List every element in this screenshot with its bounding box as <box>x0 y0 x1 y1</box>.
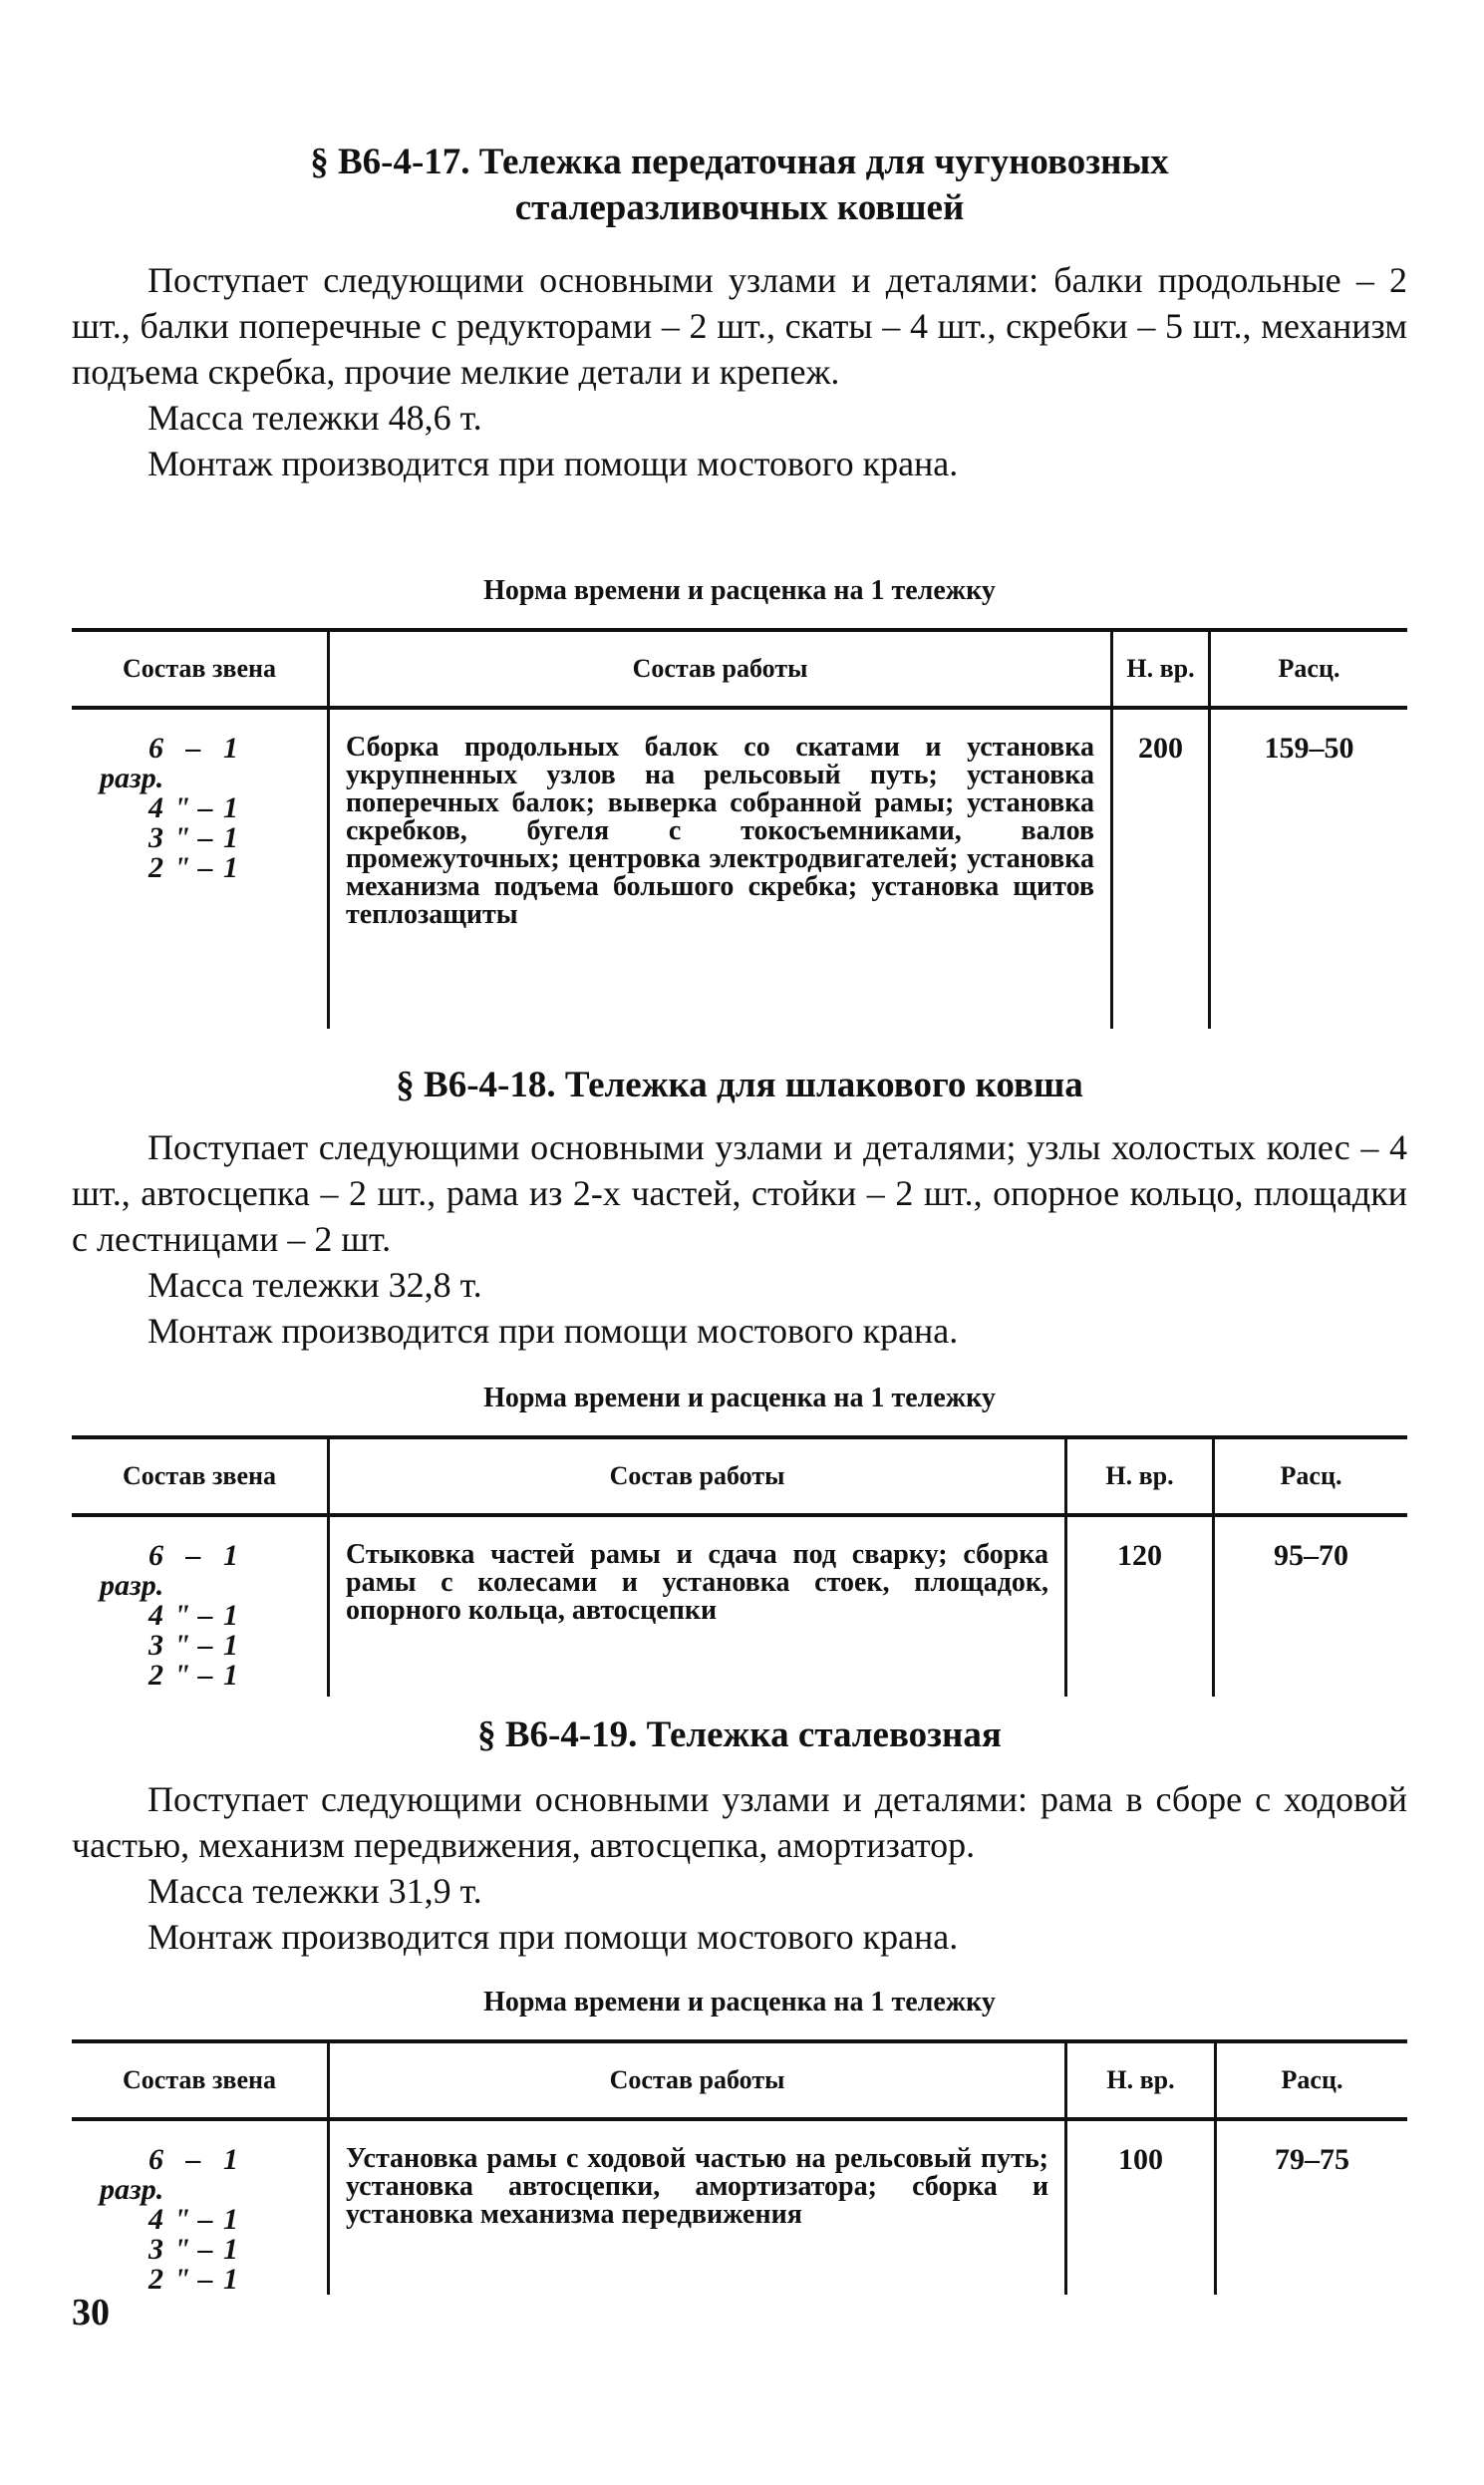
norm-value: 200 <box>1110 710 1208 1029</box>
paragraph-mounting: Монтаж производится при помощи мостового крана. <box>148 444 959 483</box>
header-rate: Расц. <box>1212 1439 1407 1513</box>
crew-line <box>100 2235 327 2265</box>
table-header <box>72 1435 1407 1517</box>
crew-line <box>100 2145 327 2205</box>
header-crew: Состав звена <box>123 1461 276 1490</box>
crew-cell <box>72 710 327 1029</box>
crew-grade: 4 <box>148 2203 163 2236</box>
crew-line <box>100 2205 327 2235</box>
crew-grade: 6 разр. <box>100 732 164 794</box>
section-b6-4-19 <box>72 1712 1407 1758</box>
norm-table-b6-4-19 <box>72 2039 1407 2296</box>
section-b6-4-17-body <box>72 257 1407 486</box>
crew-grade: 3 <box>148 821 163 854</box>
crew-grade: 2 <box>148 1659 163 1692</box>
paragraph-delivery: Поступает следующими основными узлами и деталями: рама в сборе с ходовой частью, механизм передвижения, автосцепка, амортизатор. <box>72 1779 1407 1865</box>
paragraph-mass: Масса тележки 48,6 т. <box>148 398 482 438</box>
table-caption: Норма времени и расценка на 1 тележку <box>483 1987 996 2018</box>
crew-line <box>100 823 327 853</box>
section-title: § В6-4-19. Тележка сталевозная <box>477 1714 1002 1755</box>
header-rate: Расц. <box>1208 632 1407 706</box>
section-title-line1: § В6-4-17. Тележка передаточная для чугуновозных <box>310 142 1169 182</box>
work-description: Стыковка частей рамы и сдача под сварку; сборка рамы с колесами и установка стоек, площадок, опорного кольца, автосцепки <box>327 1517 1064 1697</box>
crew-grade: 3 <box>148 1629 163 1662</box>
paragraph-mass: Масса тележки 31,9 т. <box>148 1871 482 1911</box>
header-work: Состав работы <box>327 1439 1064 1513</box>
header-norm: Н. вр. <box>1064 2043 1214 2117</box>
table-header <box>72 2039 1407 2121</box>
page-number: 30 <box>72 2292 110 2333</box>
crew-count: 1 <box>223 791 238 824</box>
paragraph-delivery: Поступает следующими основными узлами и деталями; узлы холостых колес – 4 шт., автосцепка – 2 шт., рама из 2-х частей, стойки – 2 шт., опорное кольцо, площадки с лестницами – 2 шт. <box>72 1127 1407 1259</box>
crew-line <box>100 793 327 823</box>
crew-line <box>100 853 327 883</box>
crew-line <box>100 1631 327 1661</box>
norm-table-b6-4-17 <box>72 628 1407 1029</box>
crew-dash: – <box>185 732 201 765</box>
table-caption-wrap <box>72 574 1407 608</box>
crew-count: 1 <box>223 1599 238 1632</box>
crew-grade: 6 разр. <box>100 2143 164 2206</box>
crew-count: 1 <box>223 1539 238 1572</box>
work-description: Сборка продольных балок со скатами и установка укрупненных узлов на рельсовый путь; установка поперечных балок; выверка собранной рамы; установка скребков, бугеля с токосъемниками, валов промежуточных; центровка электродвигателей; установка механизма подъема большого скребка; установка щитов теплозащиты <box>327 710 1110 1029</box>
table-row <box>72 1517 1407 1697</box>
crew-grade: 6 разр. <box>100 1539 164 1602</box>
table-header <box>72 628 1407 710</box>
crew-line <box>100 2265 327 2295</box>
paragraph-mounting: Монтаж производится при помощи мостового крана. <box>148 1917 959 1957</box>
header-rate: Расц. <box>1214 2043 1407 2117</box>
rate-value: 159–50 <box>1208 710 1407 1029</box>
crew-grade: 3 <box>148 2233 163 2266</box>
crew-line <box>100 1601 327 1631</box>
section-b6-4-17 <box>72 140 1407 231</box>
table-caption: Норма времени и расценка на 1 тележку <box>483 1383 996 1413</box>
crew-line <box>100 734 327 793</box>
header-norm: Н. вр. <box>1064 1439 1212 1513</box>
crew-grade: 4 <box>148 1599 163 1632</box>
crew-dash: " – <box>173 821 213 854</box>
crew-count: 1 <box>223 2233 238 2266</box>
header-work: Состав работы <box>327 632 1110 706</box>
section-b6-4-19-body <box>72 1776 1407 1960</box>
crew-dash: " – <box>173 851 213 884</box>
crew-dash: " – <box>173 1599 213 1632</box>
table-row <box>72 710 1407 1029</box>
crew-count: 1 <box>223 821 238 854</box>
crew-grade: 4 <box>148 791 163 824</box>
crew-count: 1 <box>223 2263 238 2296</box>
header-work: Состав работы <box>327 2043 1064 2117</box>
crew-dash: " – <box>173 1629 213 1662</box>
paragraph-mounting: Монтаж производится при помощи мостового крана. <box>148 1311 959 1351</box>
paragraph-delivery: Поступает следующими основными узлами и деталями: балки продольные – 2 шт., балки поперечные с редукторами – 2 шт., скаты – 4 шт., скребки – 5 шт., механизм подъема скребка, прочие мелкие детали и крепеж. <box>72 260 1407 392</box>
section-title-line2: сталеразливочных ковшей <box>514 187 965 228</box>
crew-count: 1 <box>223 732 238 765</box>
section-b6-4-18 <box>72 1063 1407 1108</box>
norm-table-b6-4-18 <box>72 1435 1407 1697</box>
crew-line <box>100 1541 327 1601</box>
crew-grade: 2 <box>148 2263 163 2296</box>
rate-value: 79–75 <box>1214 2121 1407 2295</box>
crew-count: 1 <box>223 851 238 884</box>
paragraph-mass: Масса тележки 32,8 т. <box>148 1265 482 1305</box>
table-caption-wrap <box>72 1986 1407 2019</box>
crew-dash: " – <box>173 2263 213 2296</box>
crew-dash: – <box>185 1539 201 1572</box>
section-b6-4-18-body <box>72 1124 1407 1354</box>
norm-value: 100 <box>1064 2121 1214 2295</box>
crew-dash: " – <box>173 791 213 824</box>
crew-count: 1 <box>223 1629 238 1662</box>
crew-count: 1 <box>223 2203 238 2236</box>
crew-dash: " – <box>173 2203 213 2236</box>
crew-dash: " – <box>173 1659 213 1692</box>
work-description: Установка рамы с ходовой частью на рельсовый путь; установка автосцепки, амортизатора; сборка и установка механизма передвижения <box>327 2121 1064 2295</box>
crew-dash: " – <box>173 2233 213 2266</box>
crew-grade: 2 <box>148 851 163 884</box>
table-caption: Норма времени и расценка на 1 тележку <box>483 575 996 606</box>
section-title: § В6-4-18. Тележка для шлакового ковша <box>396 1065 1083 1105</box>
crew-cell <box>72 1517 327 1697</box>
table-row <box>72 2121 1407 2296</box>
crew-count: 1 <box>223 1659 238 1692</box>
rate-value: 95–70 <box>1212 1517 1407 1697</box>
header-crew: Состав звена <box>123 2065 276 2094</box>
header-norm: Н. вр. <box>1110 632 1208 706</box>
header-crew: Состав звена <box>123 654 276 683</box>
table-caption-wrap <box>72 1382 1407 1415</box>
norm-value: 120 <box>1064 1517 1212 1697</box>
crew-line <box>100 1661 327 1691</box>
crew-dash: – <box>185 2143 201 2176</box>
crew-cell <box>72 2121 327 2295</box>
crew-count: 1 <box>223 2143 238 2176</box>
